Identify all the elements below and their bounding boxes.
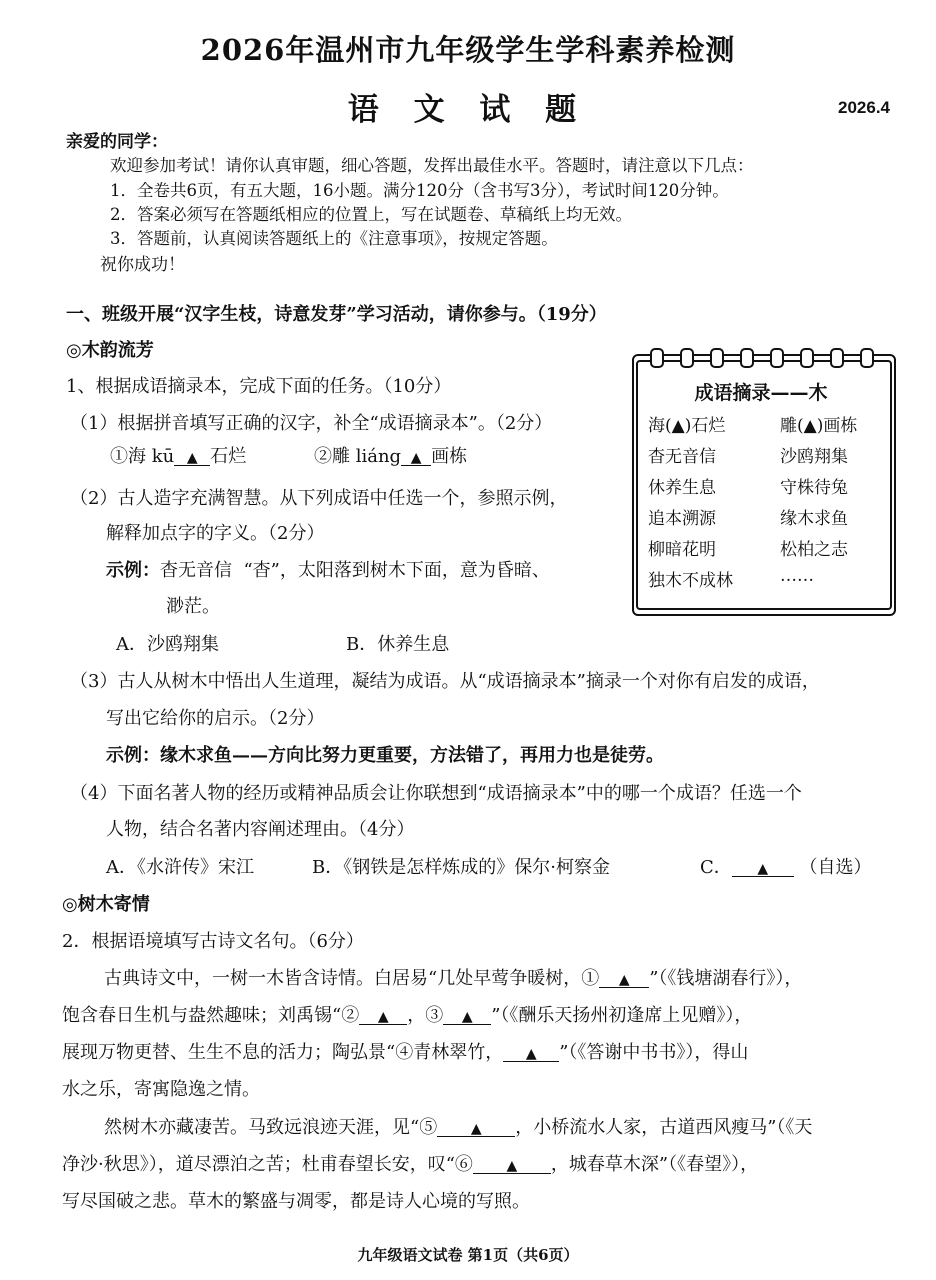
notebook-item: 休养生息 xyxy=(648,478,716,498)
page-footer: 九年级语文试卷 第1页（共6页） xyxy=(357,1246,579,1264)
welcome-text: 欢迎参加考试！请你认真审题，细心答题，发挥出最佳水平。答题时，请注意以下几点： xyxy=(110,156,754,175)
passage-1-line-3: 展现万物更替、生生不息的活力；陶弘景“④青林翠竹， ▲ ”（《答谢中书书》），得山 xyxy=(62,1042,749,1063)
passage-1-line-1: 古典诗文中，一树一木皆含诗情。白居易“几处早莺争暖树，① ▲ ”（《钱塘湖春行》）， xyxy=(104,968,803,989)
notebook-item: 独木不成林 xyxy=(648,571,733,591)
answer-blank[interactable]: ▲ xyxy=(437,1122,515,1137)
wish: 祝你成功！ xyxy=(100,255,185,275)
notebook-item: 海(▲)石烂 xyxy=(648,416,726,436)
note-1: 1．全卷共6页，有五大题，16小题。满分120分（含书写3分），考试时间120分钟。 xyxy=(110,181,729,200)
question-1-1-b: ②雕 liáng ▲ 画栋 xyxy=(314,446,468,467)
notebook-item: 杳无音信 xyxy=(648,447,716,467)
passage-2-line-2: 净沙·秋思》），道尽漂泊之苦；杜甫春望长安，叹“⑥ ▲ ，城春草木深”（《春望》）， xyxy=(62,1154,759,1175)
ring-icon xyxy=(740,348,754,368)
question-1-4-option-b: B．《钢铁是怎样炼成的》保尔·柯察金 xyxy=(312,857,610,878)
question-1-4-line-1: （4）下面名著人物的经历或精神品质会让你联想到“成语摘录本”中的哪一个成语？任选一个 xyxy=(70,783,802,804)
answer-blank[interactable]: ▲ xyxy=(174,451,210,466)
notebook-item: 追本溯源 xyxy=(648,509,716,529)
passage-1-line-4: 水之乐，寄寓隐逸之情。 xyxy=(62,1079,260,1100)
part-2-title: ◎树木寄情 xyxy=(62,894,150,915)
notebook-item: 沙鸥翔集 xyxy=(780,447,848,467)
passage-1-line-2: 饱含春日生机与盎然趣味；刘禹锡“② ▲ ，③ ▲ ”（《酬乐天扬州初逢席上见赠》）， xyxy=(62,1005,753,1026)
question-1-2-line-2: 解释加点字的字义。（2分） xyxy=(106,523,325,544)
ring-icon xyxy=(650,348,664,368)
question-1-2-example: 示例：杳无音信 “杳”，太阳落到树木下面，意为昏暗、 xyxy=(106,560,550,581)
notebook-item: 守株待兔 xyxy=(780,478,848,498)
question-1: 1、根据成语摘录本，完成下面的任务。（10分） xyxy=(66,376,452,397)
answer-blank[interactable]: ▲ xyxy=(401,451,431,466)
ring-icon xyxy=(680,348,694,368)
option-b: B．休养生息 xyxy=(346,634,450,655)
ring-icon xyxy=(830,348,844,368)
answer-blank[interactable]: ▲ xyxy=(473,1159,551,1174)
question-1-4-option-c: C． ▲ （自选） xyxy=(700,857,872,878)
notebook-item: 柳暗花明 xyxy=(648,540,716,560)
question-1-1-a: ①海 kū ▲ 石烂 xyxy=(110,446,247,467)
answer-blank[interactable]: ▲ xyxy=(359,1010,407,1025)
answer-blank[interactable]: ▲ xyxy=(732,862,794,877)
notebook-title: 成语摘录——木 xyxy=(694,382,828,404)
exam-title: 2026年温州市九年级学生学科素养检测 xyxy=(200,33,736,67)
answer-blank[interactable]: ▲ xyxy=(443,1010,491,1025)
exam-date: 2026.4 xyxy=(838,98,890,117)
passage-2-line-1: 然树木亦藏凄苦。马致远浪迹天涯，见“⑤ ▲ ，小桥流水人家，古道西风瘦马”（《天 xyxy=(104,1117,813,1138)
notebook-item: 松柏之志 xyxy=(780,540,848,560)
question-1-1: （1）根据拼音填写正确的汉字，补全“成语摘录本”。（2分） xyxy=(70,413,553,434)
ring-icon xyxy=(770,348,784,368)
question-1-2-line-1: （2）古人造字充满智慧。从下列成语中任选一个，参照示例， xyxy=(70,488,568,509)
exam-subtitle: 语 文 试 题 xyxy=(347,92,589,128)
question-1-2-example-cont: 渺茫。 xyxy=(166,596,220,617)
question-1-3-line-2: 写出它给你的启示。（2分） xyxy=(106,708,325,729)
answer-blank[interactable]: ▲ xyxy=(503,1047,559,1062)
notebook-item: 雕(▲)画栋 xyxy=(780,416,858,436)
question-1-3-line-1: （3）古人从树木中悟出人生道理，凝结为成语。从“成语摘录本”摘录一个对你有启发的成语， xyxy=(70,671,820,692)
question-1-4-option-a: A．《水浒传》宋江 xyxy=(106,857,254,878)
passage-2-line-3: 写尽国破之悲。草木的繁盛与凋零，都是诗人心境的写照。 xyxy=(62,1191,530,1212)
ring-icon xyxy=(860,348,874,368)
question-1-4-line-2: 人物，结合名著内容阐述理由。（4分） xyxy=(106,819,415,840)
note-2: 2．答案必须写在答题纸相应的位置上，写在试题卷、草稿纸上均无效。 xyxy=(110,205,632,224)
question-2: 2．根据语境填写古诗文名句。（6分） xyxy=(62,931,364,952)
section-1-heading: 一、班级开展“汉字生枝，诗意发芽”学习活动，请你参与。（19分） xyxy=(66,304,607,325)
notebook-item: …… xyxy=(780,566,814,586)
option-a: A．沙鸥翔集 xyxy=(116,634,219,655)
ring-icon xyxy=(800,348,814,368)
idiom-notebook xyxy=(632,348,894,616)
answer-blank[interactable]: ▲ xyxy=(599,973,649,988)
question-1-3-example: 示例：缘木求鱼——方向比努力更重要，方法错了，再用力也是徒劳。 xyxy=(106,745,664,766)
greeting: 亲爱的同学： xyxy=(66,132,168,152)
notebook-item: 缘木求鱼 xyxy=(780,509,848,529)
ring-icon xyxy=(710,348,724,368)
part-1-title: ◎木韵流芳 xyxy=(66,340,154,361)
note-3: 3．答题前，认真阅读答题纸上的《注意事项》，按规定答题。 xyxy=(110,229,558,248)
